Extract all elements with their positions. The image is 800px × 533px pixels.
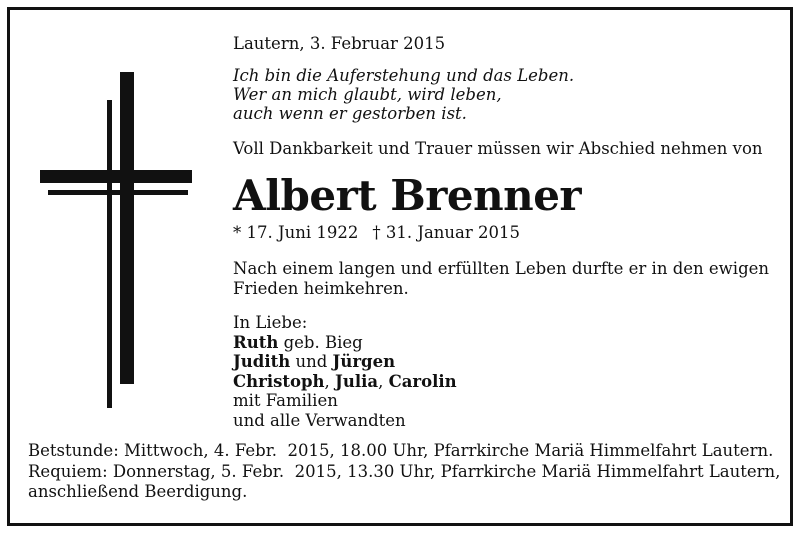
family-line xyxy=(233,372,457,392)
family-connector: und xyxy=(290,352,333,371)
family-member: Carolin xyxy=(388,371,457,391)
verse-line: Wer an mich glaubt, wird leben, xyxy=(233,85,502,104)
family-member: Ruth xyxy=(233,332,279,352)
sentence-line: Nach einem langen und erfüllten Leben durfte er in den ewigen xyxy=(233,259,770,278)
family-note: geb. Bieg xyxy=(278,332,363,352)
cross-icon xyxy=(40,72,192,408)
verse-line: Ich bin die Auferstehung und das Leben. xyxy=(233,66,575,85)
birth-date: * 17. Juni 1922 xyxy=(233,223,359,242)
memorial-sentence xyxy=(233,259,769,299)
intro-text: Voll Dankbarkeit und Trauer müssen wir Abschied nehmen von xyxy=(233,139,763,158)
verse-line: auch wenn er gestorben ist. xyxy=(233,104,467,123)
family-member: Julia xyxy=(335,371,379,391)
family-connector: , xyxy=(378,371,389,391)
bible-verse xyxy=(233,66,574,123)
family-member: Judith xyxy=(233,352,291,371)
service-line: Requiem: Donnerstag, 5. Febr. 2015, 13.30 Uhr, Pfarrkirche Mariä Himmelfahrt Lautern, xyxy=(28,461,781,481)
death-date: † 31. Januar 2015 xyxy=(372,223,521,242)
life-dates xyxy=(233,223,520,243)
deceased-name: Albert Brenner xyxy=(233,171,582,220)
sentence-line: Frieden heimkehren. xyxy=(233,279,409,298)
family-member: Christoph xyxy=(233,371,325,391)
family-line: und alle Verwandten xyxy=(233,410,406,430)
service-info xyxy=(28,441,780,503)
family-connector: , xyxy=(324,371,336,391)
service-line: anschließend Beerdigung. xyxy=(28,482,248,501)
family-list xyxy=(233,313,457,430)
family-heading: In Liebe: xyxy=(233,313,308,332)
place-date: Lautern, 3. Februar 2015 xyxy=(233,34,446,53)
family-line: mit Familien xyxy=(233,391,338,410)
family-line xyxy=(233,333,457,353)
service-line: Betstunde: Mittwoch, 4. Febr. 2015, 18.00 Uhr, Pfarrkirche Mariä Himmelfahrt Lautern. xyxy=(28,441,774,460)
family-line xyxy=(233,352,457,372)
family-member: Jürgen xyxy=(332,352,396,371)
